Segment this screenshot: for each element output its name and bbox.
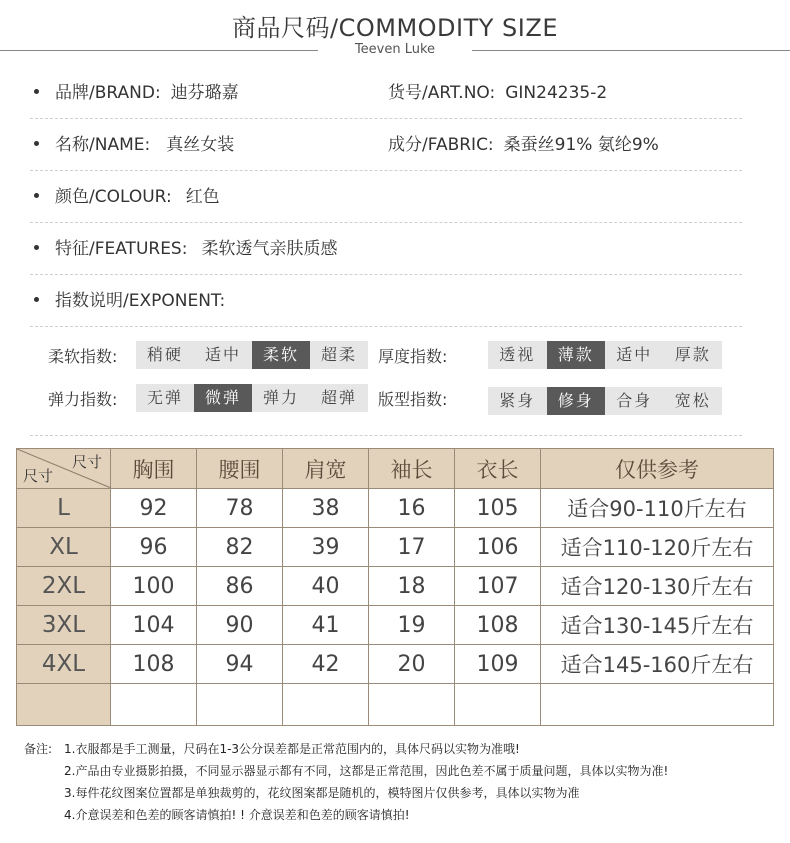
note-line: 3.每件花纹图案位置都是单独裁剪的，花纹图案都是随机的，模特图片仅供参考，具体以实物为准	[64, 786, 580, 800]
section-divider	[30, 435, 742, 436]
measurement-cell: 38	[283, 489, 369, 528]
softness-option: 稍硬	[146, 345, 183, 364]
measurement-cell: 90	[197, 606, 283, 645]
table-row	[17, 489, 774, 528]
measurement-cell: 39	[283, 528, 369, 567]
colour-label: 颜色/COLOUR:	[55, 187, 172, 207]
fabric-label: 成分/FABRIC:	[388, 135, 494, 155]
fit-option: 合身	[616, 391, 653, 410]
corner-cell	[17, 449, 111, 489]
corner-bottom-label: 尺寸	[23, 467, 54, 485]
table-row	[17, 528, 774, 567]
colour-item	[34, 182, 220, 207]
artno-item	[388, 78, 607, 103]
measurement-cell: 108	[111, 645, 197, 684]
reference-cell: 适合90-110斤左右	[541, 489, 774, 528]
elasticity-option: 超弹	[320, 388, 357, 407]
divider-right	[472, 50, 790, 51]
softness-scale	[136, 341, 368, 369]
exponent-label: 指数说明/EXPONENT:	[55, 291, 226, 311]
size-cell: 4XL	[17, 645, 111, 684]
measurement-cell: 96	[111, 528, 197, 567]
softness-option: 柔软	[252, 341, 310, 369]
note-line: 4.介意误差和色差的顾客请慎拍! ! 介意误差和色差的顾客请慎拍!	[64, 808, 410, 822]
notes-prefix: 备注:	[24, 742, 53, 756]
size-table	[16, 448, 774, 726]
table-row	[17, 567, 774, 606]
features-value: 柔软透气亲肤质感	[201, 239, 338, 259]
info-row-features	[30, 222, 742, 275]
artno-value: GIN24235-2	[505, 83, 608, 103]
header-length: 衣长	[455, 449, 541, 489]
softness-option: 适中	[204, 345, 241, 364]
note-line: 2.产品由专业摄影拍摄，不同显示器显示都有不同，这都是正常范围，因此色差不属于质量问题，具体以实物为准!	[64, 764, 669, 778]
exponent-item	[34, 286, 225, 311]
colour-value: 红色	[185, 187, 220, 207]
measurement-cell: 109	[455, 645, 541, 684]
features-label: 特征/FEATURES:	[55, 239, 188, 259]
fit-option: 紧身	[499, 391, 536, 410]
reference-cell: 适合110-120斤左右	[541, 528, 774, 567]
page-title: 商品尺码/COMMODITY SIZE	[232, 14, 558, 42]
measurement-cell: 104	[111, 606, 197, 645]
elasticity-scale	[136, 384, 368, 412]
measurement-cell: 42	[283, 645, 369, 684]
reference-cell: 适合145-160斤左右	[541, 645, 774, 684]
measurement-cell: 82	[197, 528, 283, 567]
elasticity-option: 微弹	[194, 384, 252, 412]
elasticity-option: 弹力	[262, 388, 299, 407]
bullet-icon	[34, 193, 39, 198]
softness-option: 超柔	[320, 345, 357, 364]
fit-label: 版型指数:	[378, 390, 448, 409]
thickness-option: 薄款	[547, 341, 606, 369]
measurement-cell: 20	[369, 645, 455, 684]
measurement-cell: 40	[283, 567, 369, 606]
fit-option: 修身	[547, 387, 606, 415]
corner-top-label: 尺寸	[71, 453, 102, 471]
measurement-cell: 92	[111, 489, 197, 528]
measurement-cell: 41	[283, 606, 369, 645]
table-row	[17, 645, 774, 684]
reference-cell: 适合120-130斤左右	[541, 567, 774, 606]
elasticity-option: 无弹	[146, 388, 183, 407]
info-row-brand	[30, 66, 742, 119]
empty-cell	[17, 684, 111, 726]
bullet-icon	[34, 89, 39, 94]
measurement-cell: 108	[455, 606, 541, 645]
softness-label: 柔软指数:	[48, 347, 118, 366]
info-row-colour	[30, 170, 742, 223]
measurement-cell: 107	[455, 567, 541, 606]
header-shoulder: 肩宽	[283, 449, 369, 489]
measurement-cell: 19	[369, 606, 455, 645]
fabric-value: 桑蚕丝91% 氨纶9%	[503, 135, 659, 155]
bullet-icon	[34, 141, 39, 146]
brand-item	[34, 78, 239, 103]
name-label: 名称/NAME:	[55, 135, 151, 155]
fit-option: 宽松	[674, 391, 711, 410]
header-waist: 腰围	[197, 449, 283, 489]
measurement-cell: 94	[197, 645, 283, 684]
name-item	[34, 130, 234, 155]
measurement-cell: 16	[369, 489, 455, 528]
thickness-option: 适中	[616, 345, 653, 364]
name-value: 真丝女装	[166, 135, 235, 155]
reference-cell: 适合130-145斤左右	[541, 606, 774, 645]
header-reference: 仅供参考	[541, 449, 774, 489]
size-cell: 2XL	[17, 567, 111, 606]
elasticity-label: 弹力指数:	[48, 390, 118, 409]
fit-scale	[488, 387, 722, 415]
empty-cell	[369, 684, 455, 726]
brand-label: 品牌/BRAND:	[55, 83, 161, 103]
thickness-option: 透视	[499, 345, 536, 364]
measurement-cell: 86	[197, 567, 283, 606]
empty-cell	[455, 684, 541, 726]
brand-subtitle: Teeven Luke	[354, 42, 436, 57]
info-row-exponent	[30, 274, 742, 327]
measurement-cell: 18	[369, 567, 455, 606]
header-sleeve: 袖长	[369, 449, 455, 489]
fabric-item	[388, 130, 659, 155]
table-header-row	[17, 449, 774, 489]
info-row-name	[30, 118, 742, 171]
table-row	[17, 606, 774, 645]
empty-cell	[197, 684, 283, 726]
bullet-icon	[34, 297, 39, 302]
bullet-icon	[34, 245, 39, 250]
size-cell: 3XL	[17, 606, 111, 645]
artno-label: 货号/ART.NO:	[388, 83, 496, 103]
measurement-cell: 100	[111, 567, 197, 606]
size-cell: L	[17, 489, 111, 528]
header-chest: 胸围	[111, 449, 197, 489]
thickness-scale	[488, 341, 722, 369]
size-cell: XL	[17, 528, 111, 567]
brand-value: 迪芬璐嘉	[170, 83, 239, 103]
measurement-cell: 106	[455, 528, 541, 567]
empty-cell	[541, 684, 774, 726]
empty-cell	[111, 684, 197, 726]
thickness-option: 厚款	[674, 345, 711, 364]
note-line: 1.衣服都是手工测量，尺码在1-3公分误差都是正常范围内的，具体尺码以实物为准哦!	[64, 742, 520, 756]
empty-cell	[283, 684, 369, 726]
measurement-cell: 17	[369, 528, 455, 567]
features-item	[34, 234, 337, 259]
measurement-cell: 105	[455, 489, 541, 528]
empty-row	[17, 684, 774, 726]
thickness-label: 厚度指数:	[378, 347, 448, 366]
measurement-cell: 78	[197, 489, 283, 528]
